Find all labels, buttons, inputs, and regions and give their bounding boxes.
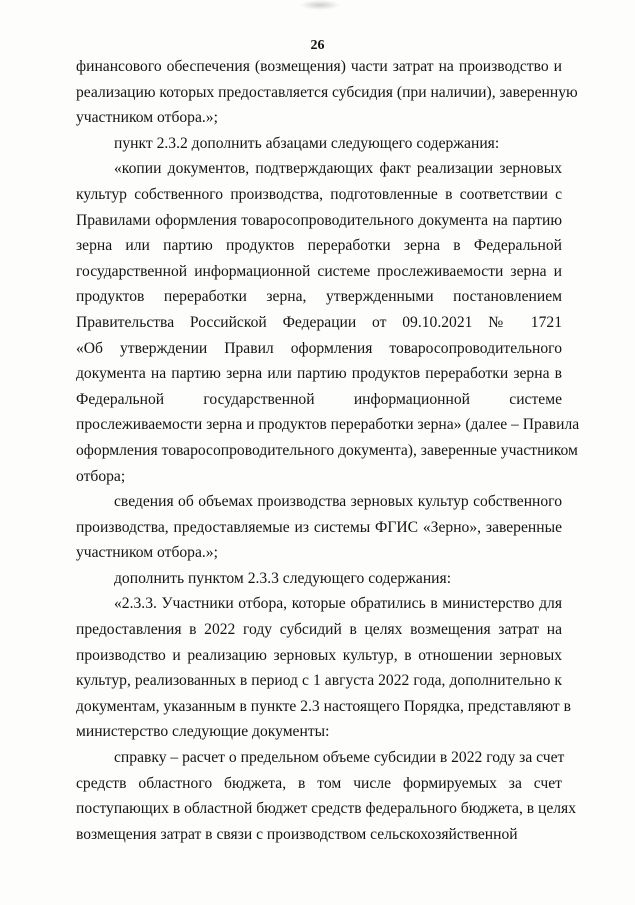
paragraph [76,131,562,157]
text-line: культур собственного производства, подготовленные в соответствии с [76,185,562,203]
text-line: производство и реализацию зерновых культур, в отношении зерновых [76,646,562,664]
text-line: отбора; [76,467,126,485]
scan-artifact [300,0,340,10]
text-line: Правительства Российской Федерации от 09.10.2021 № 1721 [76,313,562,331]
page-number: 26 [310,38,325,53]
text-line: участником отбора.»; [76,109,218,127]
text-line: поступающих в областной бюджет средств федерального бюджета, в целях [76,800,577,818]
paragraph [76,745,577,847]
text-line: министерство следующие документы: [76,723,330,741]
text-line: участником отбора.»; [76,544,218,562]
text-line: культур, реализованных в период с 1 августа 2022 года, дополнительно к [76,672,562,690]
text-line: государственной информационной системе прослеживаемости зерна и [76,262,562,280]
document-body [76,54,580,847]
text-line: «2.3.3. Участники отбора, которые обратились в министерство для [114,595,562,613]
paragraph [76,156,580,489]
text-line: пункт 2.3.2 дополнить абзацами следующего содержания: [114,134,500,152]
text-line: зерна или партию продуктов переработки зерна в Федеральной [76,237,562,255]
text-line: документа на партию зерна или партию продуктов переработки зерна в [76,365,562,383]
text-line: сведения об объемах производства зерновых культур собственного [114,493,562,511]
paragraph [76,54,578,131]
text-line: реализацию которых предоставляется субсидия (при наличии), заверенную [76,83,578,101]
text-line: продуктов переработки зерна, утвержденными постановлением [76,288,562,306]
text-line: оформления товаросопроводительного документа), заверенные участником [76,441,578,459]
text-line: справку – расчет о предельном объеме субсидии в 2022 году за счет [114,749,565,767]
text-line: средств областного бюджета, в том числе формируемых за счет [76,774,562,792]
paragraph [76,566,562,592]
text-line: финансового обеспечения (возмещения) части затрат на производство и [76,58,562,75]
text-line: предоставления в 2022 году субсидий в целях возмещения затрат на [76,621,562,639]
text-line: производства, предоставляемые из системы ФГИС «Зерно», заверенные [76,518,562,536]
text-line: дополнить пунктом 2.3.3 следующего содержания: [114,569,452,587]
text-line: «Об утверждении Правил оформления товаросопроводительного [76,339,562,357]
paragraph [76,591,572,745]
text-line: «копии документов, подтверждающих факт реализации зерновых [114,160,562,178]
text-line: Федеральной государственной информационной системе [76,390,562,408]
text-line: возмещения затрат в связи с производством сельскохозяйственной [76,825,518,843]
paragraph [76,489,562,566]
text-line: документам, указанным в пункте 2.3 настоящего Порядка, представляют в [76,697,572,715]
text-line: Правилами оформления товаросопроводительного документа на партию [76,211,562,229]
text-line: прослеживаемости зерна и продуктов переработки зерна» (далее – Правила [76,416,580,434]
